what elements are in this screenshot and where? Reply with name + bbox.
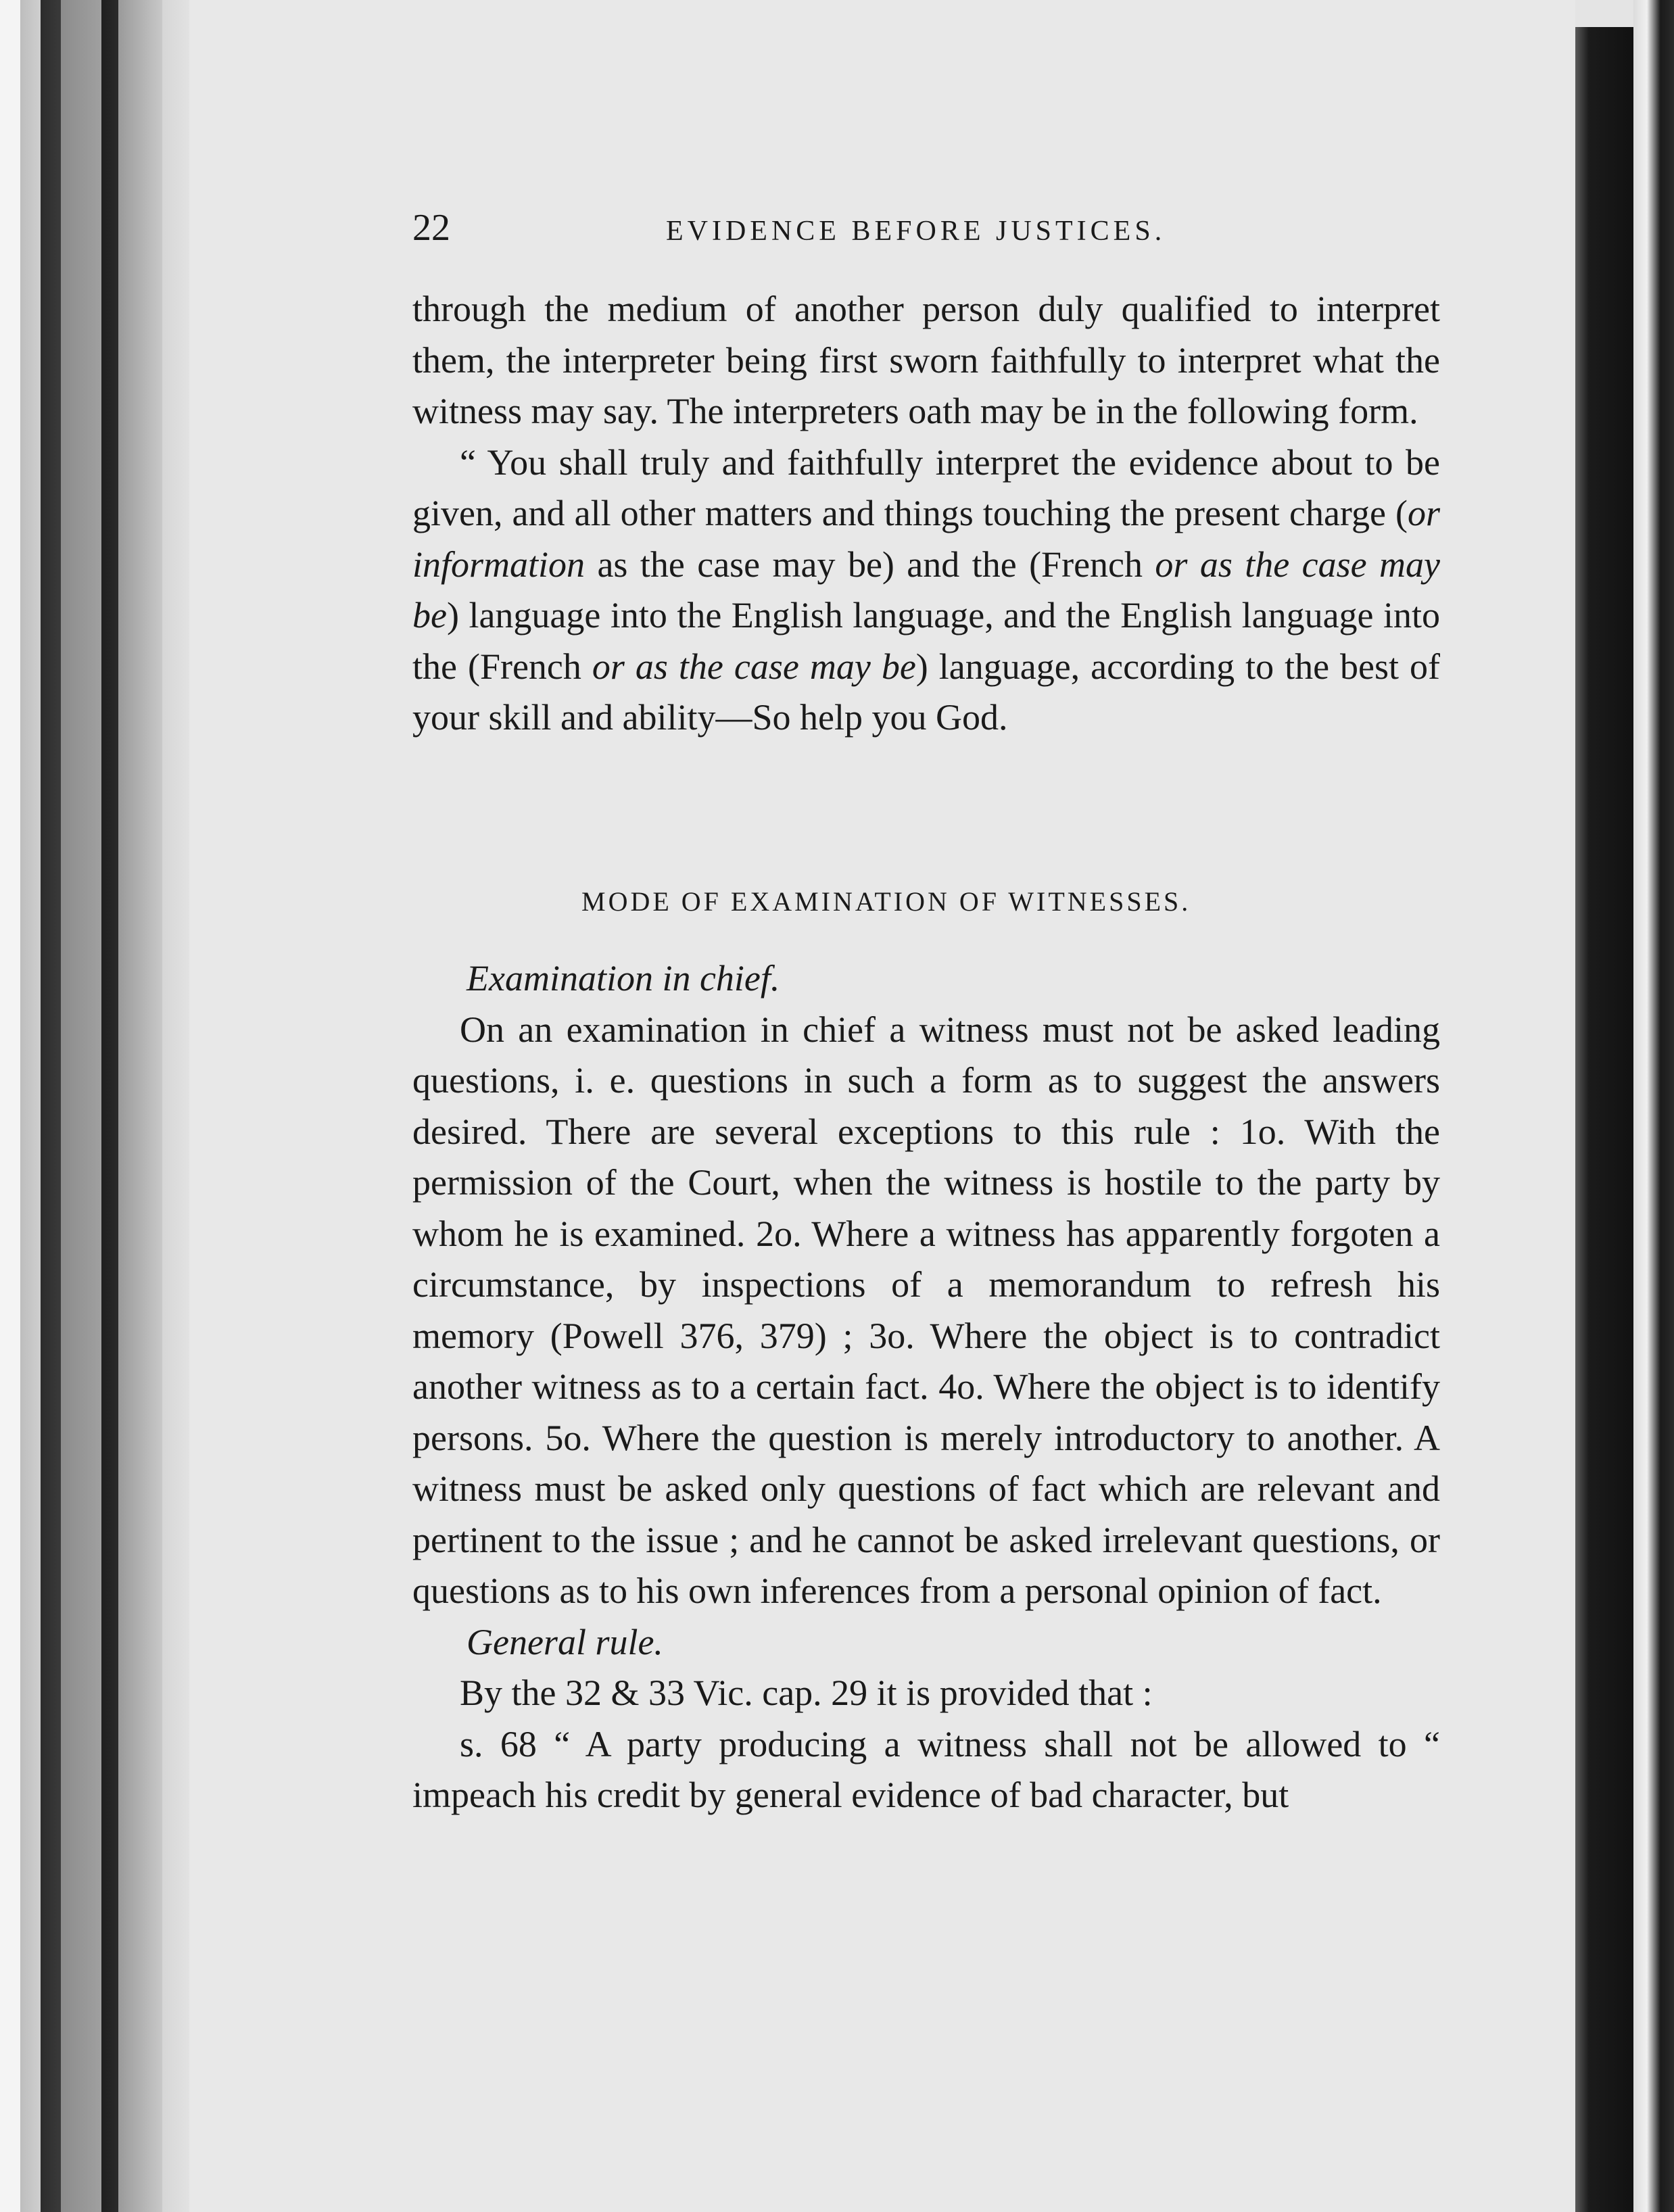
running-head: EVIDENCE BEFORE JUSTICES. (666, 216, 1166, 247)
oath-text-d: ) language, according to the best of your skill and ability—So help you God. (412, 646, 1441, 738)
paragraph-section-68: s. 68 “ A party producing a witness shall not be allowed to “ impeach his credit by general evidence of bad character, but (412, 1723, 1440, 1815)
oath-italic-1: or information (412, 493, 1440, 585)
paragraph-interpreter: through the medium of another person duly qualified to interpret them, the interpreter being first sworn faithfully to interpret what the witness may say. The interpreters oath may be in the following form. (412, 289, 1440, 431)
oath-italic-2: or as the case may be (412, 544, 1440, 635)
text-block-bottom (412, 953, 1440, 1821)
text-block-top (412, 284, 1440, 744)
oath-italic-3: or as the case may be (592, 646, 916, 687)
page-right-edge (1575, 27, 1633, 2212)
page-number: 22 (412, 207, 450, 249)
oath-text-b: as the case may be) and the (French (585, 544, 1155, 585)
subheading-examination-in-chief: Examination in chief. (467, 958, 780, 999)
paragraph-examination-rules: On an examination in chief a witness must not be asked leading questions, i. e. questions in such a form as to suggest the answers desired. There are several exceptions to this rule : 1o. With the permission of the Court, when the witness is hostile to the party by whom he is examined. 2o. Where a witness has apparently forgoten a circumstance, by inspections of a memorandum to refresh his memory (Powell 376, 379) ; 3o. Where the object is to contradict another witness as to a certain fact. 4o. Where the object is to identify persons. 5o. Where the question is merely introductory to another. A witness must be asked only questions of fact which are relevant and pertinent to the issue ; and he cannot be asked irrelevant questions, or questions as to his own inferences from a personal opinion of fact. (412, 1009, 1440, 1611)
subheading-general-rule: General rule. (467, 1621, 663, 1662)
paragraph-oath (412, 437, 1440, 744)
oath-text-a: “ You shall truly and faithfully interpret the evidence about to be given, and all other matters and things touching the present charge ( (412, 441, 1440, 533)
section-title: MODE OF EXAMINATION OF WITNESSES. (581, 886, 1191, 917)
book-gutter (0, 0, 189, 2212)
paragraph-statute: By the 32 & 33 Vic. cap. 29 it is provided that : (460, 1673, 1153, 1713)
oath-text-c: ) language into the English language, and the English language into the (French (412, 595, 1440, 687)
scan-right-strip (1633, 0, 1674, 2212)
